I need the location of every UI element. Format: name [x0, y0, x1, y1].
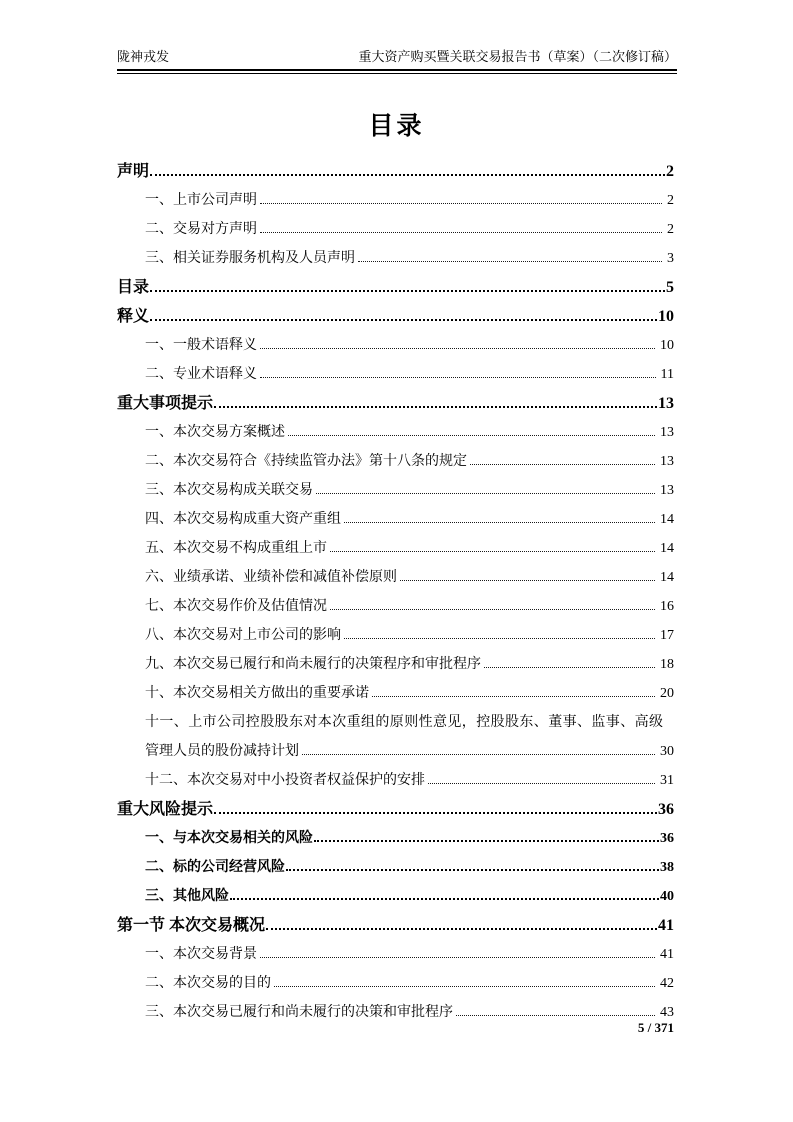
toc-entry[interactable]: [117, 708, 674, 737]
toc-dot-leader: [344, 522, 655, 523]
toc-entry[interactable]: [117, 244, 674, 273]
toc-entry-page-number: 40: [660, 889, 674, 904]
toc-list: [117, 157, 674, 1027]
toc-entry[interactable]: [117, 940, 674, 969]
toc-entry[interactable]: [117, 302, 674, 331]
toc-title: 目录: [368, 112, 425, 140]
toc-entry-text: 一、与本次交易相关的风险: [145, 831, 313, 846]
toc-entry[interactable]: [117, 273, 674, 302]
toc-entry-page-number: 17: [660, 628, 674, 643]
toc-entry-text: 一、一般术语释义: [145, 338, 257, 353]
toc-entry[interactable]: [117, 563, 674, 592]
toc-entry-text: 重大风险提示: [117, 801, 214, 818]
toc-entry-text: 释义: [117, 308, 150, 325]
toc-entry[interactable]: [117, 360, 674, 389]
toc-entry-page-number: 13: [660, 454, 674, 469]
toc-entry-text: 第一节 本次交易概况: [117, 917, 266, 934]
toc-entry-page-number: 31: [660, 773, 674, 788]
header-document-title: 重大资产购买暨关联交易报告书（草案）（二次修订稿）: [358, 49, 677, 64]
toc-entry[interactable]: [117, 215, 674, 244]
toc-entry[interactable]: [117, 882, 674, 911]
toc-entry-text: 八、本次交易对上市公司的影响: [145, 628, 341, 643]
toc-entry-page-number: 2: [667, 222, 674, 237]
toc-entry-page-number: 43: [660, 1005, 674, 1020]
toc-entry-page-number: 10: [660, 338, 674, 353]
toc-entry[interactable]: [117, 534, 674, 563]
toc-entry-text: 三、本次交易已履行和尚未履行的决策和审批程序: [145, 1005, 453, 1020]
toc-entry-text: 二、本次交易的目的: [145, 976, 271, 991]
header-rule-thin: [117, 73, 677, 74]
toc-entry-text: 七、本次交易作价及估值情况: [145, 599, 327, 614]
toc-dot-leader: [286, 869, 659, 871]
toc-entry[interactable]: [117, 476, 674, 505]
toc-entry-page-number: 13: [660, 483, 674, 498]
toc-entry-page-number: 2: [666, 163, 674, 180]
toc-entry[interactable]: [117, 650, 674, 679]
toc-entry-text: 四、本次交易构成重大资产重组: [145, 512, 341, 527]
toc-entry-text: 重大事项提示: [117, 395, 214, 412]
toc-entry-page-number: 38: [660, 860, 674, 875]
toc-entry-text: 声明: [117, 163, 150, 180]
toc-dot-leader: [358, 261, 662, 262]
toc-dot-leader: [274, 986, 655, 987]
toc-entry[interactable]: [117, 389, 674, 418]
toc-entry-text: 三、其他风险: [145, 889, 229, 904]
toc-entry-page-number: 14: [660, 570, 674, 585]
toc-dot-leader: [400, 580, 655, 581]
header-company-name: 陇神戎发: [117, 49, 170, 64]
toc-entry-page-number: 18: [660, 657, 674, 672]
toc-dot-leader: [230, 898, 659, 900]
toc-dot-leader: [316, 493, 655, 494]
toc-dot-leader: [260, 348, 655, 349]
toc-entry-text: 十、本次交易相关方做出的重要承诺: [145, 686, 369, 701]
toc-entry-page-number: 20: [660, 686, 674, 701]
toc-entry-page-number: 11: [660, 367, 674, 382]
toc-entry-text: 二、标的公司经营风险: [145, 860, 285, 875]
toc-entry-page-number: 16: [660, 599, 674, 614]
toc-dot-leader: [260, 232, 662, 233]
toc-entry-text: 目录: [117, 279, 150, 296]
toc-entry-page-number: 41: [658, 917, 674, 934]
toc-entry-text: 一、上市公司声明: [145, 193, 257, 208]
toc-entry-text-continued: 管理人员的股份减持计划: [145, 744, 299, 759]
toc-entry[interactable]: [117, 621, 674, 650]
toc-entry[interactable]: [117, 766, 674, 795]
toc-entry-page-number: 30: [660, 744, 674, 759]
toc-entry-text: 十一、上市公司控股股东对本次重组的原则性意见，控股股东、董事、监事、高级: [145, 715, 664, 730]
toc-entry-text: 三、相关证券服务机构及人员声明: [145, 251, 355, 266]
toc-entry[interactable]: [117, 592, 674, 621]
toc-entry[interactable]: [117, 824, 674, 853]
toc-entry[interactable]: [117, 679, 674, 708]
header-rule-thick: [117, 69, 677, 71]
toc-entry[interactable]: [117, 795, 674, 824]
page-footer: [117, 1020, 674, 1036]
toc-entry[interactable]: [117, 969, 674, 998]
toc-entry[interactable]: [117, 505, 674, 534]
toc-entry-page-number: 36: [658, 801, 674, 818]
toc-entry-page-number: 13: [660, 425, 674, 440]
toc-entry-text: 十二、本次交易对中小投资者权益保护的安排: [145, 773, 425, 788]
toc-dot-leader: [484, 667, 655, 668]
toc-dot-leader: [150, 319, 657, 321]
toc-entry-text: 五、本次交易不构成重组上市: [145, 541, 327, 556]
toc-dot-leader: [214, 812, 657, 814]
toc-dot-leader: [214, 406, 657, 408]
toc-entry-text: 二、专业术语释义: [145, 367, 257, 382]
toc-entry[interactable]: [117, 447, 674, 476]
toc-entry-page-number: 3: [667, 251, 674, 266]
toc-dot-leader: [428, 783, 655, 784]
toc-entry[interactable]: [117, 157, 674, 186]
toc-dot-leader: [260, 377, 656, 378]
page-header: [117, 49, 677, 74]
toc-dot-leader: [150, 174, 665, 176]
toc-dot-leader: [344, 638, 655, 639]
toc-entry[interactable]: [117, 418, 674, 447]
toc-entry-page-number: 42: [660, 976, 674, 991]
toc-entry-text: 一、本次交易背景: [145, 947, 257, 962]
toc-entry[interactable]: [117, 737, 674, 766]
toc-dot-leader: [260, 957, 655, 958]
toc-dot-leader: [330, 609, 655, 610]
toc-dot-leader: [372, 696, 655, 697]
toc-entry-page-number: 10: [658, 308, 674, 325]
toc-entry-page-number: 14: [660, 541, 674, 556]
toc-entry[interactable]: [117, 186, 674, 215]
page-number: 5 / 371: [637, 1020, 674, 1035]
toc-entry[interactable]: [117, 911, 674, 940]
toc-entry-text: 二、交易对方声明: [145, 222, 257, 237]
toc-entry-page-number: 41: [660, 947, 674, 962]
toc-dot-leader: [470, 464, 655, 465]
toc-entry-text: 一、本次交易方案概述: [145, 425, 285, 440]
toc-dot-leader: [288, 435, 655, 436]
toc-entry-text: 九、本次交易已履行和尚未履行的决策程序和审批程序: [145, 657, 481, 672]
toc-dot-leader: [456, 1015, 655, 1016]
toc-dot-leader: [302, 754, 655, 755]
toc-entry-page-number: 36: [660, 831, 674, 846]
toc-entry-text: 六、业绩承诺、业绩补偿和减值补偿原则: [145, 570, 397, 585]
toc-dot-leader: [266, 928, 657, 930]
toc-dot-leader: [330, 551, 655, 552]
toc-entry[interactable]: [117, 853, 674, 882]
toc-dot-leader: [260, 203, 662, 204]
toc-entry-page-number: 13: [658, 395, 674, 412]
toc-dot-leader: [150, 290, 665, 292]
toc-entry-page-number: 2: [667, 193, 674, 208]
toc-entry[interactable]: [117, 331, 674, 360]
toc-dot-leader: [314, 840, 659, 842]
toc-entry-page-number: 5: [666, 279, 674, 296]
toc-entry-page-number: 14: [660, 512, 674, 527]
toc-entry-text: 二、本次交易符合《持续监管办法》第十八条的规定: [145, 454, 467, 469]
toc-entry-text: 三、本次交易构成关联交易: [145, 483, 313, 498]
